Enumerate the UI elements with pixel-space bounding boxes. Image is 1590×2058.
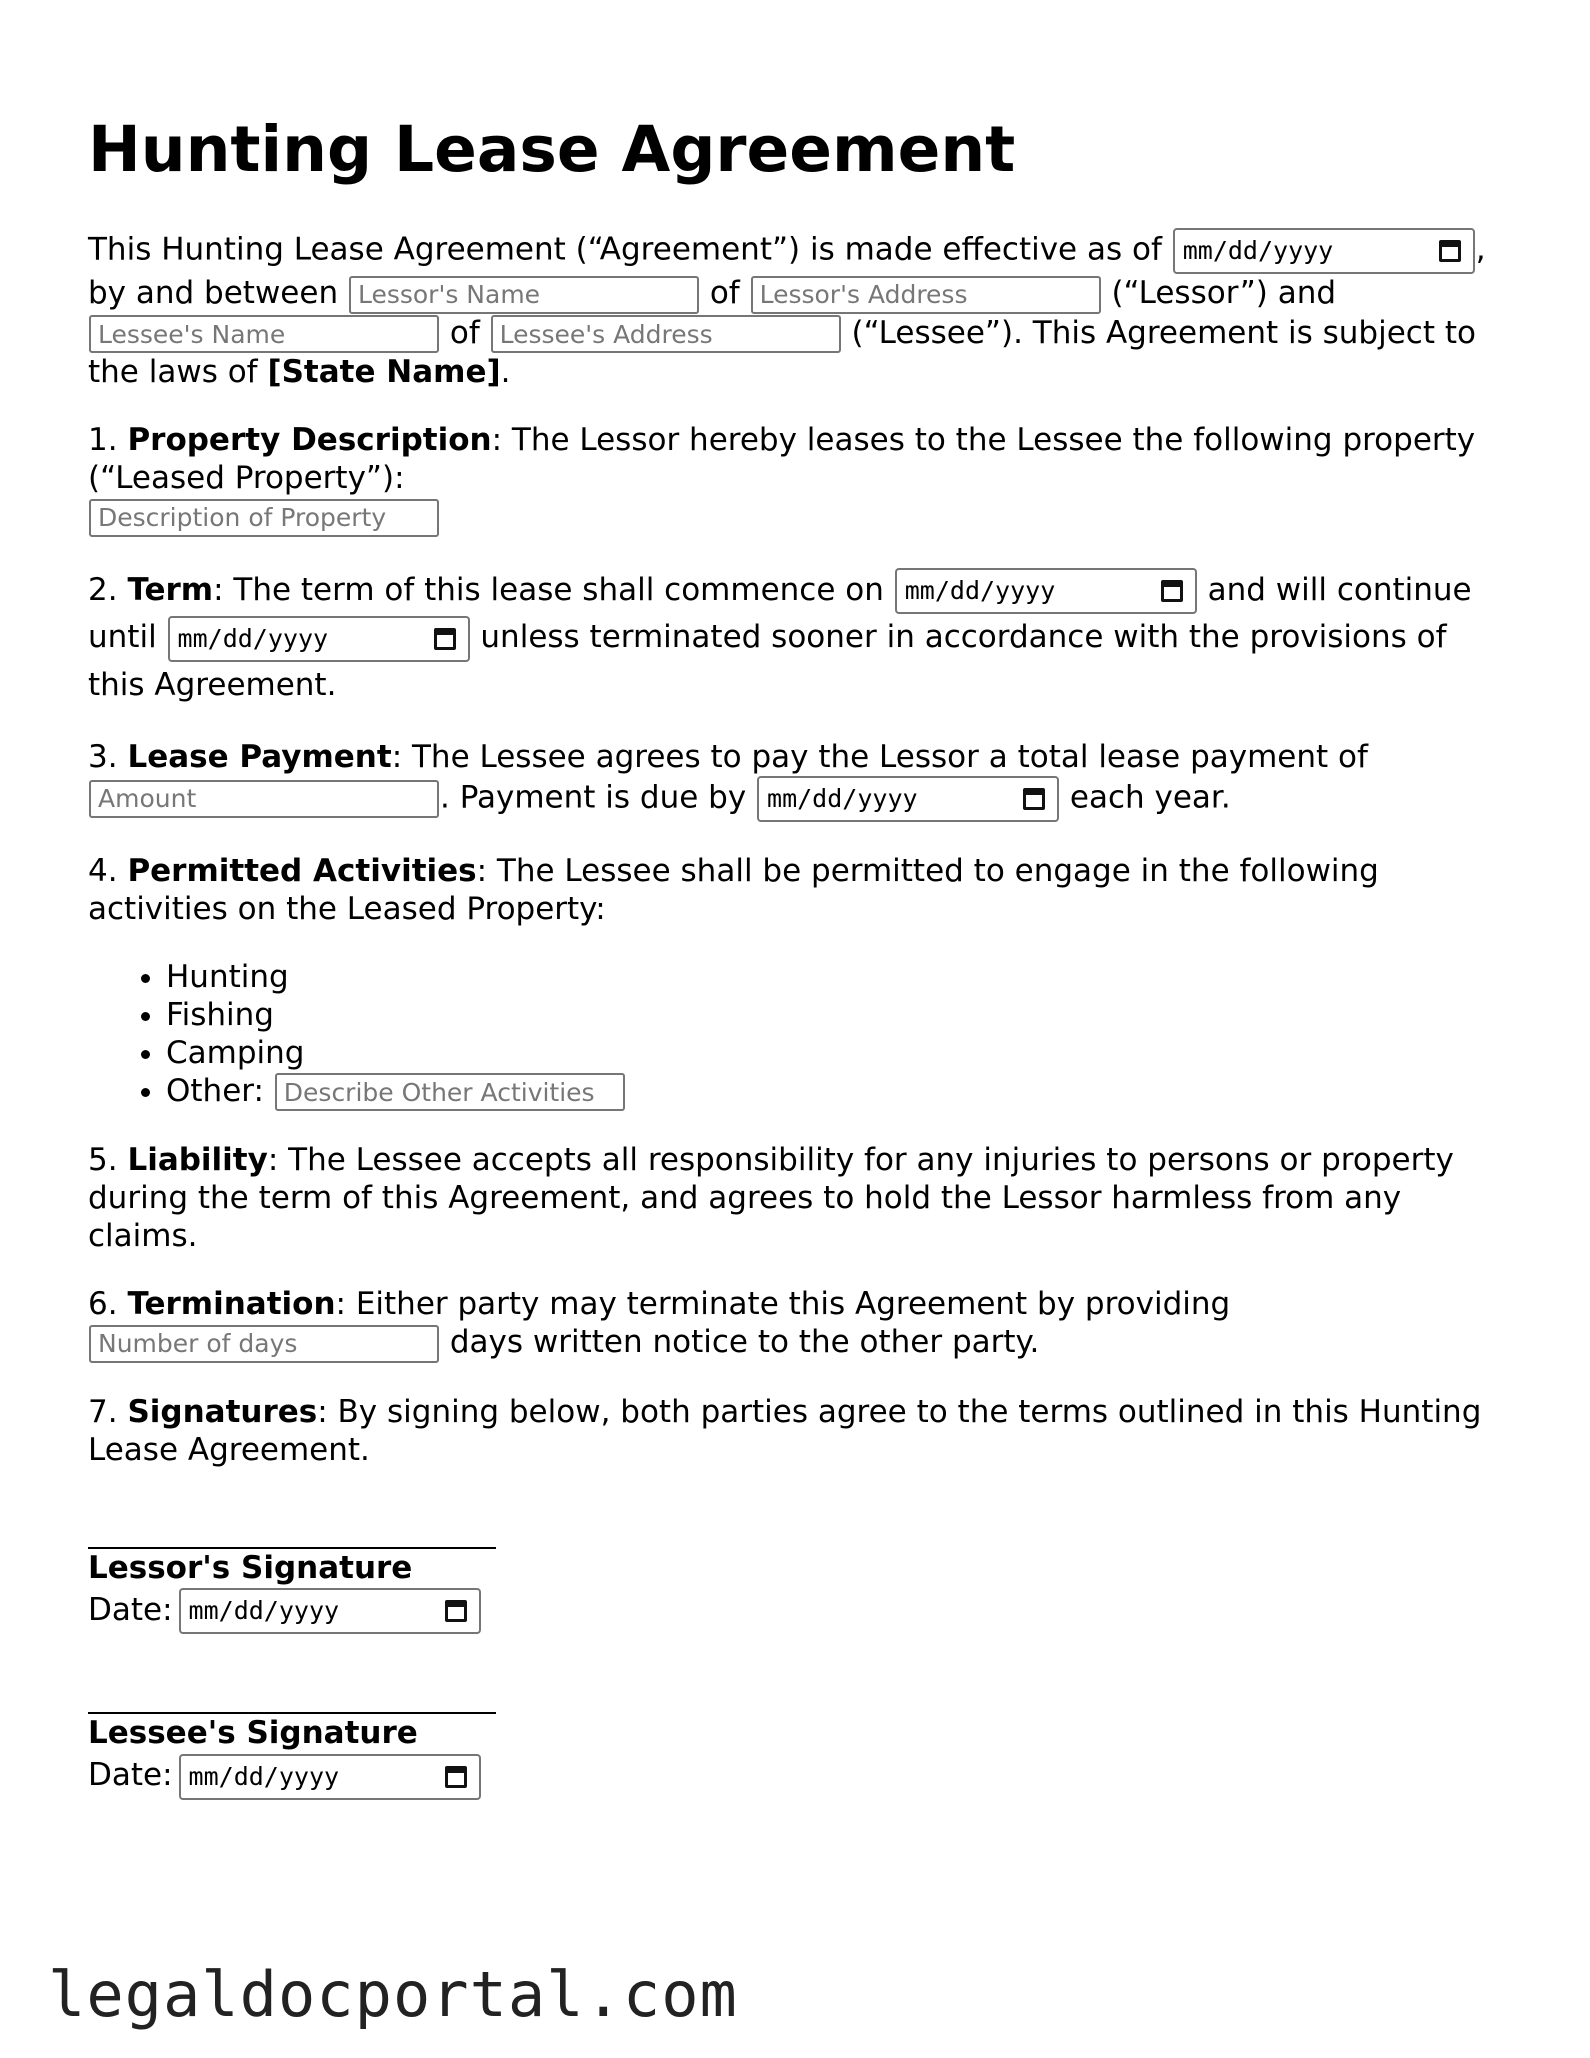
calendar-icon[interactable]	[1023, 788, 1045, 810]
section-text: days written notice to the other party.	[449, 1324, 1040, 1360]
property-description-input[interactable]	[89, 499, 439, 537]
section-text: unless terminated sooner in accordance with the provisions of this Agreement.	[88, 619, 1447, 703]
list-item-other	[166, 1072, 1508, 1112]
list-item: • Fishing	[166, 996, 1508, 1034]
section-number: 4.	[88, 852, 118, 889]
section-signatures	[88, 1393, 1508, 1469]
term-end-date-input[interactable]	[168, 616, 470, 662]
state-name: [State Name]	[267, 354, 501, 390]
section-text: : Either party may terminate this Agreement by providing	[335, 1286, 1231, 1322]
section-text: : The Lessee agrees to pay the Lessor a total lease payment of	[391, 738, 1368, 775]
lessee-tag: (“Lessee”). This Agreement is subject to the laws of	[88, 314, 1476, 390]
document-title: Hunting Lease Agreement	[88, 113, 1016, 186]
date-label: Date:	[88, 1591, 173, 1628]
intro-comma: ,	[1475, 231, 1486, 268]
intro-paragraph	[88, 228, 1508, 391]
section-heading: Term	[127, 571, 214, 608]
of-text: of	[449, 314, 480, 351]
lessee-date-row	[88, 1752, 1508, 1800]
calendar-icon[interactable]	[1161, 580, 1183, 602]
document-page	[88, 112, 1508, 1800]
section-text: : The term of this lease shall commence on	[213, 571, 884, 608]
section-property	[88, 421, 1508, 537]
lessee-date-input[interactable]	[179, 1754, 481, 1800]
section-number: 2.	[88, 571, 118, 608]
other-activities-input[interactable]	[275, 1073, 625, 1111]
intro-period: .	[500, 354, 511, 390]
section-activities	[88, 852, 1508, 928]
date-label: Date:	[88, 1757, 173, 1793]
lessor-date-row	[88, 1587, 1508, 1635]
date-placeholder: mm/dd/yyyy	[188, 1761, 340, 1791]
lessee-address-input[interactable]	[491, 315, 841, 353]
activities-list	[88, 958, 1508, 1112]
section-text: : The Lessee shall be permitted to engage in the following activities on the Leased Property:	[88, 852, 1379, 927]
section-text: . Payment is due by	[440, 779, 747, 815]
section-number: 5.	[88, 1142, 118, 1178]
list-item: • Camping	[166, 1034, 1508, 1072]
section-term	[88, 567, 1508, 708]
intro-text-between: by and between	[88, 275, 339, 311]
section-heading: Permitted Activities	[127, 852, 477, 889]
section-heading: Signatures	[127, 1393, 318, 1430]
section-heading: Lease Payment	[127, 738, 392, 775]
amount-input[interactable]	[89, 780, 439, 818]
section-number: 7.	[88, 1393, 118, 1430]
section-number: 3.	[88, 738, 118, 775]
lessee-signature-label: Lessee's Signature	[88, 1715, 418, 1751]
section-payment	[88, 738, 1508, 822]
of-text: of	[709, 275, 740, 311]
list-item: • Hunting	[166, 958, 1508, 996]
section-heading: Property Description	[127, 422, 492, 458]
section-heading: Termination	[127, 1286, 336, 1322]
site-watermark: legaldocportal.com	[48, 1958, 738, 2031]
lessor-signature-line[interactable]	[88, 1525, 496, 1549]
section-number: 1.	[88, 422, 118, 458]
calendar-icon[interactable]	[445, 1766, 467, 1788]
lessee-signature-block	[88, 1690, 1508, 1800]
date-placeholder: mm/dd/yyyy	[1182, 236, 1334, 265]
lessor-signature-label: Lessor's Signature	[88, 1549, 413, 1586]
other-label: Other:	[166, 1072, 264, 1109]
date-placeholder: mm/dd/yyyy	[177, 623, 329, 653]
calendar-icon[interactable]	[445, 1600, 467, 1622]
section-text: each year.	[1069, 779, 1231, 815]
lessee-signature-line[interactable]	[88, 1690, 496, 1714]
lessor-tag: (“Lessor”) and	[1111, 275, 1337, 311]
section-liability	[88, 1141, 1508, 1255]
date-placeholder: mm/dd/yyyy	[188, 1596, 340, 1625]
payment-due-date-input[interactable]	[757, 776, 1059, 822]
lessee-name-input[interactable]	[89, 315, 439, 353]
section-text: : The Lessor hereby leases to the Lessee the following property (“Leased Property”):	[88, 422, 1476, 496]
lessor-date-input[interactable]	[179, 1588, 481, 1634]
lessor-signature-block	[88, 1525, 1508, 1635]
calendar-icon[interactable]	[434, 628, 456, 650]
date-placeholder: mm/dd/yyyy	[904, 576, 1056, 605]
effective-date-input[interactable]	[1173, 228, 1475, 274]
section-number: 6.	[88, 1286, 118, 1322]
term-start-date-input[interactable]	[895, 568, 1197, 614]
date-placeholder: mm/dd/yyyy	[767, 783, 918, 813]
intro-text: This Hunting Lease Agreement (“Agreement”) is made effective as of	[88, 231, 1162, 268]
section-text: : The Lessee accepts all responsibility for any injuries to persons or property during the term of this Agreement, and agrees to hold the Lessor harmless from any claims.	[88, 1142, 1454, 1254]
section-text: and will continue until	[88, 571, 1472, 655]
calendar-icon[interactable]	[1439, 240, 1461, 262]
section-heading: Liability	[127, 1142, 268, 1178]
section-text: : By signing below, both parties agree to the terms outlined in this Hunting Lease Agreement.	[88, 1393, 1482, 1468]
notice-days-input[interactable]	[89, 1325, 439, 1363]
lessor-name-input[interactable]	[349, 276, 699, 314]
section-termination	[88, 1285, 1508, 1363]
lessor-address-input[interactable]	[751, 276, 1101, 314]
